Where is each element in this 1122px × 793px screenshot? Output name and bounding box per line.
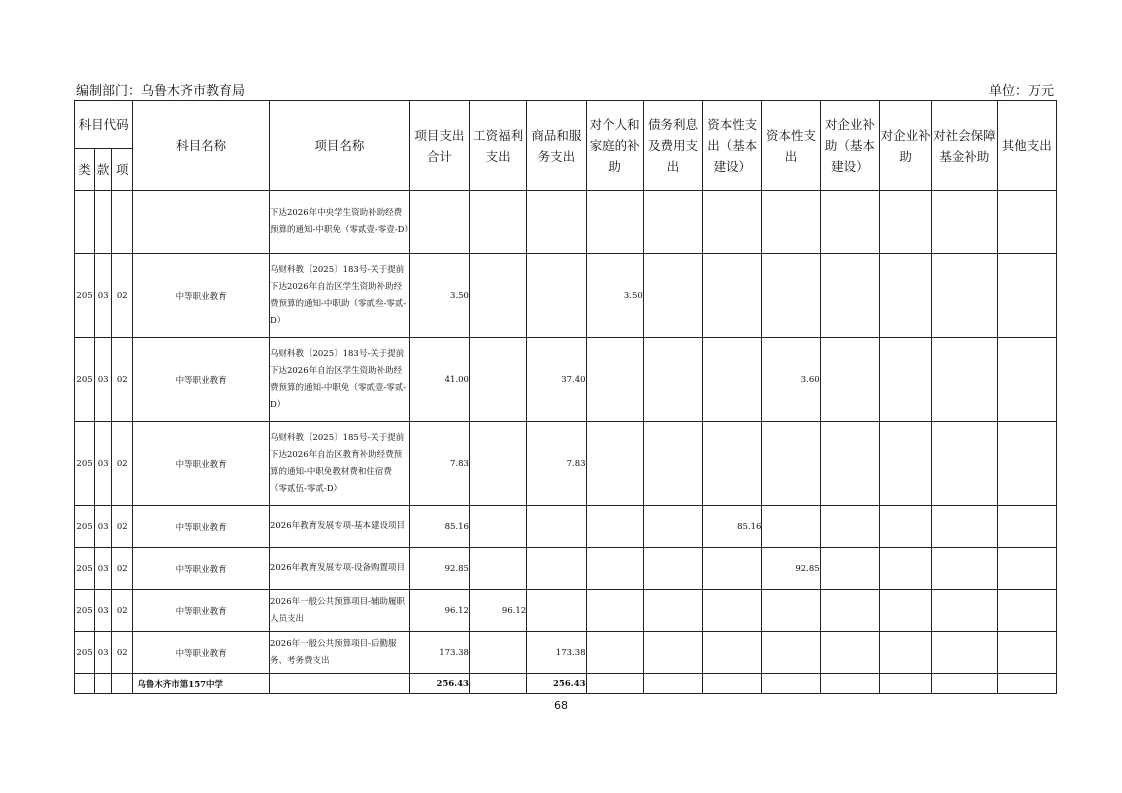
cell-capital xyxy=(762,506,820,548)
cell-project: 下达2026年中央学生资助补助经费预算的通知-中职免（零贰壹-零壹-D） xyxy=(269,191,409,254)
cell-ent xyxy=(880,590,932,632)
cell-goods xyxy=(527,590,586,632)
unit-label: 单位：万元 xyxy=(988,84,1054,99)
cell-lei xyxy=(75,191,95,254)
cell-wage xyxy=(469,422,526,506)
cell-social xyxy=(932,191,997,254)
cell-xiang: 02 xyxy=(112,548,133,590)
cell-kuan: 03 xyxy=(95,422,112,506)
cell-social xyxy=(932,548,997,590)
cell-capital-basic xyxy=(703,632,762,674)
table-row xyxy=(75,191,1057,254)
cell-xiang: 02 xyxy=(112,338,133,422)
cell-personal xyxy=(586,548,643,590)
total-empty-cell xyxy=(932,674,997,694)
total-cell-total: 256.43 xyxy=(409,674,469,694)
cell-social xyxy=(932,506,997,548)
cell-social xyxy=(932,422,997,506)
cell-capital-basic xyxy=(703,422,762,506)
total-empty-cell xyxy=(112,674,133,694)
cell-debt xyxy=(643,191,702,254)
table-row xyxy=(75,422,1057,506)
cell-ent xyxy=(880,632,932,674)
cell-capital xyxy=(762,590,820,632)
cell-xiang: 02 xyxy=(112,632,133,674)
header-enterprise-basic: 对企业补助（基本建设） xyxy=(820,101,879,191)
cell-capital-basic xyxy=(703,590,762,632)
table-row xyxy=(75,506,1057,548)
cell-kuan xyxy=(95,191,112,254)
cell-capital: 3.60 xyxy=(762,338,820,422)
cell-kuan: 03 xyxy=(95,338,112,422)
total-empty-cell xyxy=(75,674,95,694)
header-project-name: 项目名称 xyxy=(269,101,409,191)
cell-debt xyxy=(643,548,702,590)
total-subject: 乌鲁木齐市第157中学 xyxy=(133,674,270,694)
cell-other xyxy=(997,590,1056,632)
table-row xyxy=(75,632,1057,674)
cell-other xyxy=(997,254,1056,338)
header-social-security: 对社会保障基金补助 xyxy=(932,101,997,191)
cell-subject xyxy=(133,191,270,254)
cell-subject: 中等职业教育 xyxy=(133,632,270,674)
cell-capital-basic: 85.16 xyxy=(703,506,762,548)
header-lei: 类 xyxy=(75,149,95,191)
table-row xyxy=(75,590,1057,632)
cell-lei: 205 xyxy=(75,338,95,422)
total-empty-cell xyxy=(643,674,702,694)
table-row xyxy=(75,338,1057,422)
cell-ent xyxy=(880,506,932,548)
cell-ent xyxy=(880,338,932,422)
cell-ent-basic xyxy=(820,338,879,422)
cell-project: 2026年一般公共预算项目-辅助履职人员支出 xyxy=(269,590,409,632)
cell-personal xyxy=(586,590,643,632)
cell-wage xyxy=(469,338,526,422)
cell-project: 2026年教育发展专项-基本建设项目 xyxy=(269,506,409,548)
header-subject-name: 科目名称 xyxy=(133,101,270,191)
department-label: 编制部门：乌鲁木齐市教育局 xyxy=(76,84,246,99)
cell-subject: 中等职业教育 xyxy=(133,254,270,338)
cell-goods xyxy=(527,254,586,338)
cell-goods xyxy=(527,548,586,590)
cell-other xyxy=(997,632,1056,674)
cell-ent-basic xyxy=(820,590,879,632)
total-empty-cell xyxy=(95,674,112,694)
cell-kuan: 03 xyxy=(95,506,112,548)
cell-debt xyxy=(643,506,702,548)
cell-subject: 中等职业教育 xyxy=(133,422,270,506)
budget-table xyxy=(74,100,1057,694)
cell-capital xyxy=(762,191,820,254)
cell-personal xyxy=(586,422,643,506)
header-other: 其他支出 xyxy=(997,101,1056,191)
cell-capital xyxy=(762,254,820,338)
cell-kuan: 03 xyxy=(95,590,112,632)
cell-ent xyxy=(880,254,932,338)
total-empty-cell xyxy=(469,674,526,694)
cell-ent xyxy=(880,422,932,506)
cell-subject: 中等职业教育 xyxy=(133,338,270,422)
cell-wage: 96.12 xyxy=(469,590,526,632)
cell-kuan: 03 xyxy=(95,254,112,338)
cell-project: 乌财科教〔2025〕183号-关于提前下达2026年自治区学生资助补助经费预算的通知-中职免（零贰壹-零贰-D） xyxy=(269,338,409,422)
cell-ent-basic xyxy=(820,191,879,254)
cell-social xyxy=(932,632,997,674)
header-code-group: 科目代码 xyxy=(75,101,133,149)
cell-total: 92.85 xyxy=(409,548,469,590)
cell-xiang: 02 xyxy=(112,422,133,506)
total-empty-cell xyxy=(703,674,762,694)
cell-goods: 37.40 xyxy=(527,338,586,422)
cell-capital xyxy=(762,632,820,674)
cell-capital-basic xyxy=(703,191,762,254)
cell-total: 3.50 xyxy=(409,254,469,338)
header-capital: 资本性支出 xyxy=(762,101,820,191)
total-empty-cell xyxy=(997,674,1056,694)
cell-debt xyxy=(643,422,702,506)
cell-capital-basic xyxy=(703,254,762,338)
table-row xyxy=(75,548,1057,590)
cell-goods xyxy=(527,191,586,254)
total-empty-cell xyxy=(880,674,932,694)
cell-lei: 205 xyxy=(75,632,95,674)
cell-goods: 173.38 xyxy=(527,632,586,674)
cell-wage xyxy=(469,548,526,590)
cell-capital: 92.85 xyxy=(762,548,820,590)
cell-capital xyxy=(762,422,820,506)
cell-kuan: 03 xyxy=(95,632,112,674)
cell-total: 173.38 xyxy=(409,632,469,674)
cell-subject: 中等职业教育 xyxy=(133,506,270,548)
header-kuan: 款 xyxy=(95,149,112,191)
cell-goods xyxy=(527,506,586,548)
header-debt: 债务利息及费用支出 xyxy=(643,101,702,191)
cell-wage xyxy=(469,506,526,548)
cell-lei: 205 xyxy=(75,548,95,590)
cell-wage xyxy=(469,254,526,338)
cell-total: 7.83 xyxy=(409,422,469,506)
cell-xiang: 02 xyxy=(112,590,133,632)
cell-kuan: 03 xyxy=(95,548,112,590)
cell-debt xyxy=(643,632,702,674)
cell-ent-basic xyxy=(820,506,879,548)
cell-total: 85.16 xyxy=(409,506,469,548)
header-personal: 对个人和家庭的补助 xyxy=(586,101,643,191)
cell-lei: 205 xyxy=(75,506,95,548)
header-xiang: 项 xyxy=(112,149,133,191)
page-number: 68 xyxy=(554,699,568,712)
cell-other xyxy=(997,338,1056,422)
cell-xiang: 02 xyxy=(112,254,133,338)
cell-capital-basic xyxy=(703,338,762,422)
total-row xyxy=(75,674,1057,694)
cell-subject: 中等职业教育 xyxy=(133,548,270,590)
header-enterprise: 对企业补助 xyxy=(880,101,932,191)
total-empty-cell xyxy=(586,674,643,694)
cell-other xyxy=(997,548,1056,590)
cell-wage xyxy=(469,191,526,254)
cell-personal xyxy=(586,191,643,254)
cell-ent-basic xyxy=(820,254,879,338)
cell-ent-basic xyxy=(820,422,879,506)
header-capital-basic: 资本性支出（基本建设） xyxy=(703,101,762,191)
cell-social xyxy=(932,590,997,632)
cell-lei: 205 xyxy=(75,590,95,632)
cell-lei: 205 xyxy=(75,422,95,506)
header-goods: 商品和服务支出 xyxy=(527,101,586,191)
cell-lei: 205 xyxy=(75,254,95,338)
total-empty-cell xyxy=(762,674,820,694)
cell-ent-basic xyxy=(820,632,879,674)
cell-personal xyxy=(586,506,643,548)
header-wage: 工资福利支出 xyxy=(469,101,526,191)
cell-project: 2026年教育发展专项-设备购置项目 xyxy=(269,548,409,590)
cell-total: 96.12 xyxy=(409,590,469,632)
cell-goods: 7.83 xyxy=(527,422,586,506)
cell-personal: 3.50 xyxy=(586,254,643,338)
cell-ent-basic xyxy=(820,548,879,590)
cell-other xyxy=(997,191,1056,254)
cell-total xyxy=(409,191,469,254)
cell-debt xyxy=(643,338,702,422)
total-cell-goods: 256.43 xyxy=(527,674,586,694)
cell-debt xyxy=(643,590,702,632)
cell-xiang: 02 xyxy=(112,506,133,548)
cell-debt xyxy=(643,254,702,338)
cell-project: 乌财科教〔2025〕183号-关于提前下达2026年自治区学生资助补助经费预算的通知-中职助（零贰叁-零贰-D） xyxy=(269,254,409,338)
cell-project: 乌财科教〔2025〕185号-关于提前下达2026年自治区教育补助经费预算的通知-中职免教材费和住宿费（零贰伍-零贰-D） xyxy=(269,422,409,506)
cell-personal xyxy=(586,338,643,422)
cell-social xyxy=(932,338,997,422)
table-row xyxy=(75,254,1057,338)
total-empty-cell xyxy=(820,674,879,694)
cell-ent xyxy=(880,191,932,254)
cell-personal xyxy=(586,632,643,674)
cell-social xyxy=(932,254,997,338)
cell-subject: 中等职业教育 xyxy=(133,590,270,632)
cell-ent xyxy=(880,548,932,590)
cell-wage xyxy=(469,632,526,674)
header-total: 项目支出合计 xyxy=(409,101,469,191)
cell-project: 2026年一般公共预算项目-后勤服务、考务费支出 xyxy=(269,632,409,674)
cell-other xyxy=(997,422,1056,506)
total-empty-cell xyxy=(269,674,409,694)
cell-xiang xyxy=(112,191,133,254)
cell-other xyxy=(997,506,1056,548)
cell-capital-basic xyxy=(703,548,762,590)
cell-total: 41.00 xyxy=(409,338,469,422)
